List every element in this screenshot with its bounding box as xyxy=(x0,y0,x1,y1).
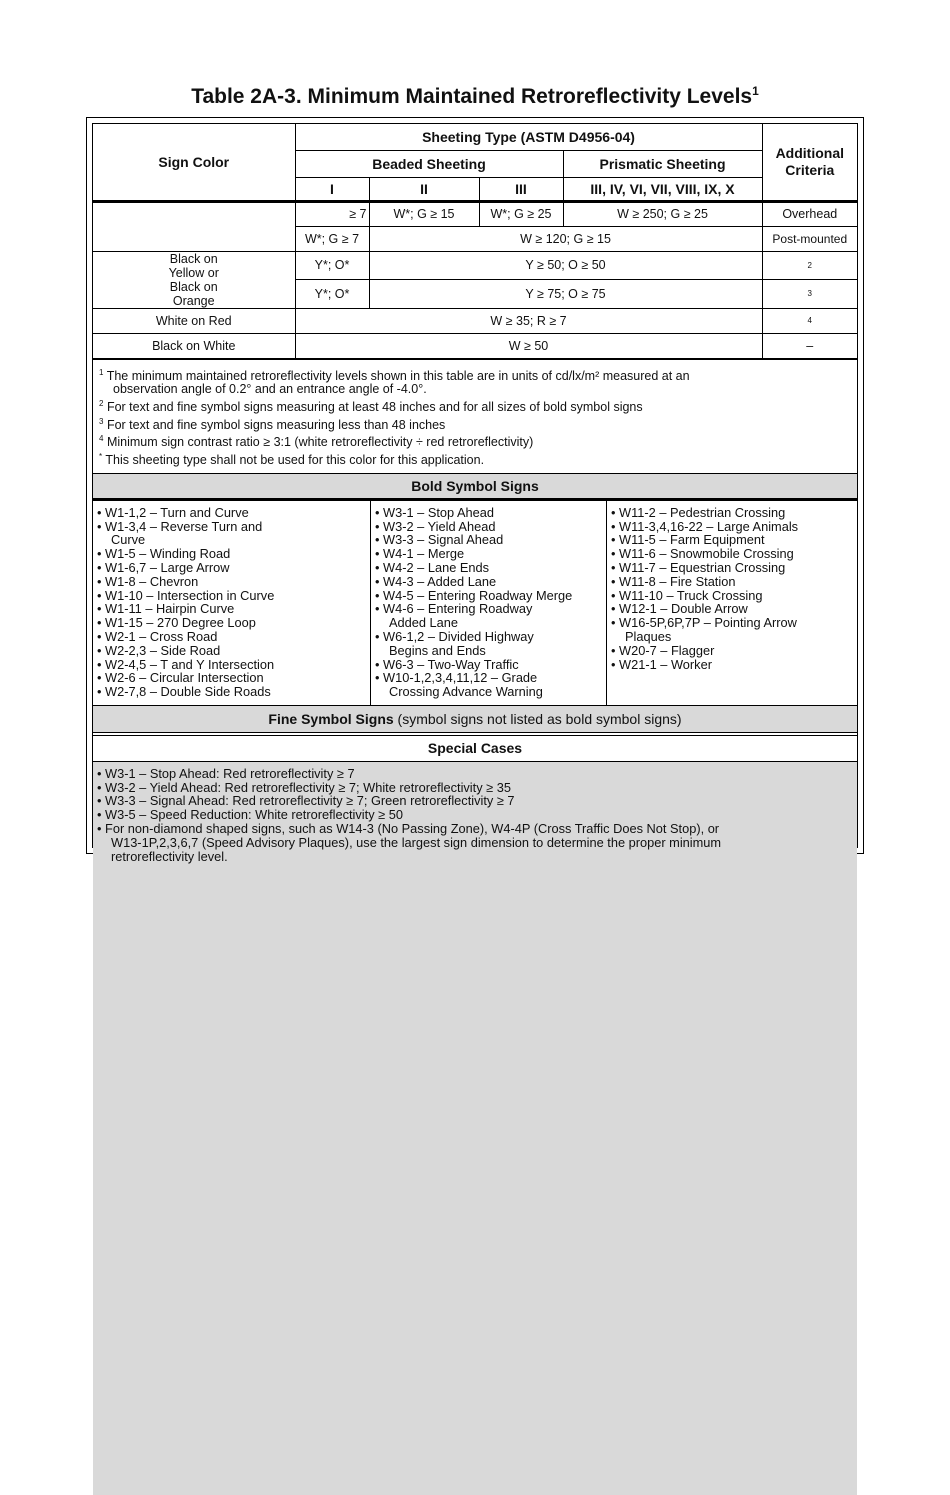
list-item: • W1-11 – Hairpin Curve xyxy=(97,601,235,617)
footnote-text: This sheeting type shall not be used for this color for this application. xyxy=(105,453,485,468)
list-item: • W2-4,5 – T and Y Intersection xyxy=(97,656,275,672)
footnote-2 xyxy=(99,397,851,415)
special-cases-list xyxy=(93,762,857,1495)
list-item: • W11-8 – Fire Station xyxy=(611,573,736,589)
list-item: • W11-7 – Equestrian Crossing xyxy=(611,560,786,576)
cell-r2-rest: W ≥ 120; G ≥ 15 xyxy=(369,226,762,251)
cell-r3-i: Y*; O* xyxy=(295,251,369,280)
table-title xyxy=(0,84,950,109)
cell-r4-rest: Y ≥ 75; O ≥ 75 xyxy=(369,280,762,309)
cell-r1-criteria: Overhead xyxy=(762,201,857,226)
fine-symbol-row xyxy=(93,706,857,733)
title-text: Table 2A-3. Minimum Maintained Retroreflectivity Levels xyxy=(191,85,753,108)
footnote-1 xyxy=(99,366,851,384)
list-item: • W2-6 – Circular Intersection xyxy=(97,670,264,686)
list-item: • W1-5 – Winding Road xyxy=(97,546,231,562)
list-item: • W10-1,2,3,4,11,12 – Grade xyxy=(375,670,538,686)
footnote-mark: 2 xyxy=(99,398,104,408)
footnote-mark: 1 xyxy=(99,367,104,377)
special-cases-heading: Special Cases xyxy=(93,735,857,762)
list-item: • W6-1,2 – Divided Highway xyxy=(375,629,534,645)
list-item: • W3-2 – Yield Ahead xyxy=(375,518,496,534)
list-item: • W2-1 – Cross Road xyxy=(97,629,218,645)
cell-r5-criteria: 4 xyxy=(762,308,857,333)
list-item: Plaques xyxy=(625,629,672,645)
cell-r3-rest: Y ≥ 50; O ≥ 50 xyxy=(369,251,762,280)
footnote-text: For text and fine symbol signs measuring less than 48 inches xyxy=(106,417,446,432)
footnote-text: The minimum maintained retroreflectivity levels shown in this table are in units of cd/lx/m² measured at an xyxy=(106,368,690,383)
fine-symbol-title: Fine Symbol Signs xyxy=(268,710,394,727)
cell-r6-label: Black on White xyxy=(93,333,295,358)
header-additional-criteria: Additional Criteria xyxy=(762,124,857,201)
list-item: Added Lane xyxy=(389,615,459,631)
bold-symbol-heading: Bold Symbol Signs xyxy=(93,474,857,501)
list-item: • W4-3 – Added Lane xyxy=(375,573,497,589)
list-item: • W3-1 – Stop Ahead xyxy=(375,504,495,520)
cell-r4-i: Y*; O* xyxy=(295,280,369,309)
footnote-text: Minimum sign contrast ratio ≥ 3:1 (white retroreflectivity ÷ red retroreflectivity) xyxy=(106,435,534,450)
cell-yellow-label: Black on Yellow or Black on Orange xyxy=(93,251,295,308)
list-item: • W3-1 – Stop Ahead: Red retroreflectivity ≥ 7 xyxy=(97,765,355,781)
list-item: • W3-3 – Signal Ahead xyxy=(375,532,504,548)
list-item: • W1-6,7 – Large Arrow xyxy=(97,560,230,576)
cell-empty-color xyxy=(93,201,295,251)
fine-symbol-note: (symbol signs not listed as bold symbol signs) xyxy=(393,710,682,727)
list-item: • W20-7 – Flagger xyxy=(611,642,715,658)
footnote-mark: * xyxy=(99,452,103,462)
bold-column-3 xyxy=(606,501,857,705)
cell-r1-i: ≥ 7 xyxy=(295,201,369,226)
list-item: • W4-5 – Entering Roadway Merge xyxy=(375,587,573,603)
header-col-ii: II xyxy=(369,177,479,201)
footnote-1-cont: observation angle of 0.2° and an entrance angle of -4.0°. xyxy=(113,382,427,397)
list-item: • W1-10 – Intersection in Curve xyxy=(97,587,275,603)
header-col-i: I xyxy=(295,177,369,201)
cell-r2-i: W*; G ≥ 7 xyxy=(295,226,369,251)
bold-column-2 xyxy=(370,501,606,705)
list-item: retroreflectivity level. xyxy=(111,848,228,864)
list-item: • W1-8 – Chevron xyxy=(97,573,199,589)
header-col-iii: III xyxy=(479,177,563,201)
list-item: • W11-3,4,16-22 – Large Animals xyxy=(611,518,799,534)
cell-r4-criteria: 3 xyxy=(762,280,857,309)
header-sheeting-type: Sheeting Type (ASTM D4956-04) xyxy=(295,124,762,150)
table-inner xyxy=(92,123,858,864)
list-item: • W2-2,3 – Side Road xyxy=(97,642,221,658)
cell-r6-rest: W ≥ 50 xyxy=(295,333,762,358)
list-item: Crossing Advance Warning xyxy=(389,684,543,700)
cell-r3-criteria: 2 xyxy=(762,251,857,280)
cell-r5-rest: W ≥ 35; R ≥ 7 xyxy=(295,308,762,333)
footnote-mark: 3 xyxy=(99,416,104,426)
footnotes xyxy=(93,359,857,474)
list-item: • W1-15 – 270 Degree Loop xyxy=(97,615,256,631)
footnote-5 xyxy=(99,450,851,468)
cell-r2-criteria: Post-mounted xyxy=(762,226,857,251)
list-item: W13-1P,2,3,6,7 (Speed Advisory Plaques), use the largest sign dimension to determine the proper minimum xyxy=(111,834,722,850)
footnote-text: For text and fine symbol signs measuring at least 48 inches and for all sizes of bold symbol signs xyxy=(106,400,643,414)
footnote-4 xyxy=(99,432,851,450)
cell-r1-prism: W ≥ 250; G ≥ 25 xyxy=(563,201,762,226)
footnote-mark: 4 xyxy=(99,434,104,444)
retroreflectivity-table xyxy=(93,124,857,359)
list-item: • W4-6 – Entering Roadway xyxy=(375,601,533,617)
list-item: • W11-5 – Farm Equipment xyxy=(611,532,765,548)
list-item: Begins and Ends xyxy=(389,642,486,658)
list-item: • W21-1 – Worker xyxy=(611,656,712,672)
list-item: • W12-1 – Double Arrow xyxy=(611,601,748,617)
table-frame xyxy=(86,117,864,864)
bold-symbol-list xyxy=(93,501,857,706)
list-item: • W2-7,8 – Double Side Roads xyxy=(97,684,271,700)
list-item: • W3-5 – Speed Reduction: White retroreflectivity ≥ 50 xyxy=(97,807,403,823)
list-item: • W4-2 – Lane Ends xyxy=(375,560,490,576)
footnote-3 xyxy=(99,415,851,433)
header-prismatic: Prismatic Sheeting xyxy=(563,150,762,177)
list-item: • For non-diamond shaped signs, such as W14-3 (No Passing Zone), W4-4P (Cross Traffic Does Not Stop), or xyxy=(97,821,720,837)
cell-r5-label: White on Red xyxy=(93,308,295,333)
title-footnote-mark: 1 xyxy=(752,84,759,98)
list-item: • W3-3 – Signal Ahead: Red retroreflectivity ≥ 7; Green retroreflectivity ≥ 7 xyxy=(97,793,515,809)
list-item: • W6-3 – Two-Way Traffic xyxy=(375,656,519,672)
cell-r1-iii: W*; G ≥ 25 xyxy=(479,201,563,226)
list-item: • W4-1 – Merge xyxy=(375,546,465,562)
list-item: • W1-1,2 – Turn and Curve xyxy=(97,504,249,520)
cell-r1-ii: W*; G ≥ 15 xyxy=(369,201,479,226)
header-sign-color: Sign Color xyxy=(93,124,295,201)
list-item: • W1-3,4 – Reverse Turn and xyxy=(97,518,263,534)
list-item: • W11-2 – Pedestrian Crossing xyxy=(611,504,786,520)
list-item: Curve xyxy=(111,532,146,548)
bold-column-1 xyxy=(93,501,370,705)
list-item: • W3-2 – Yield Ahead: Red retroreflectivity ≥ 7; White retroreflectivity ≥ 35 xyxy=(97,779,511,795)
cell-r6-criteria: – xyxy=(762,333,857,358)
header-beaded: Beaded Sheeting xyxy=(295,150,563,177)
list-item: • W11-10 – Truck Crossing xyxy=(611,587,763,603)
header-col-prismatic: III, IV, VI, VII, VIII, IX, X xyxy=(563,177,762,201)
list-item: • W16-5P,6P,7P – Pointing Arrow xyxy=(611,615,797,631)
list-item: • W11-6 – Snowmobile Crossing xyxy=(611,546,794,562)
